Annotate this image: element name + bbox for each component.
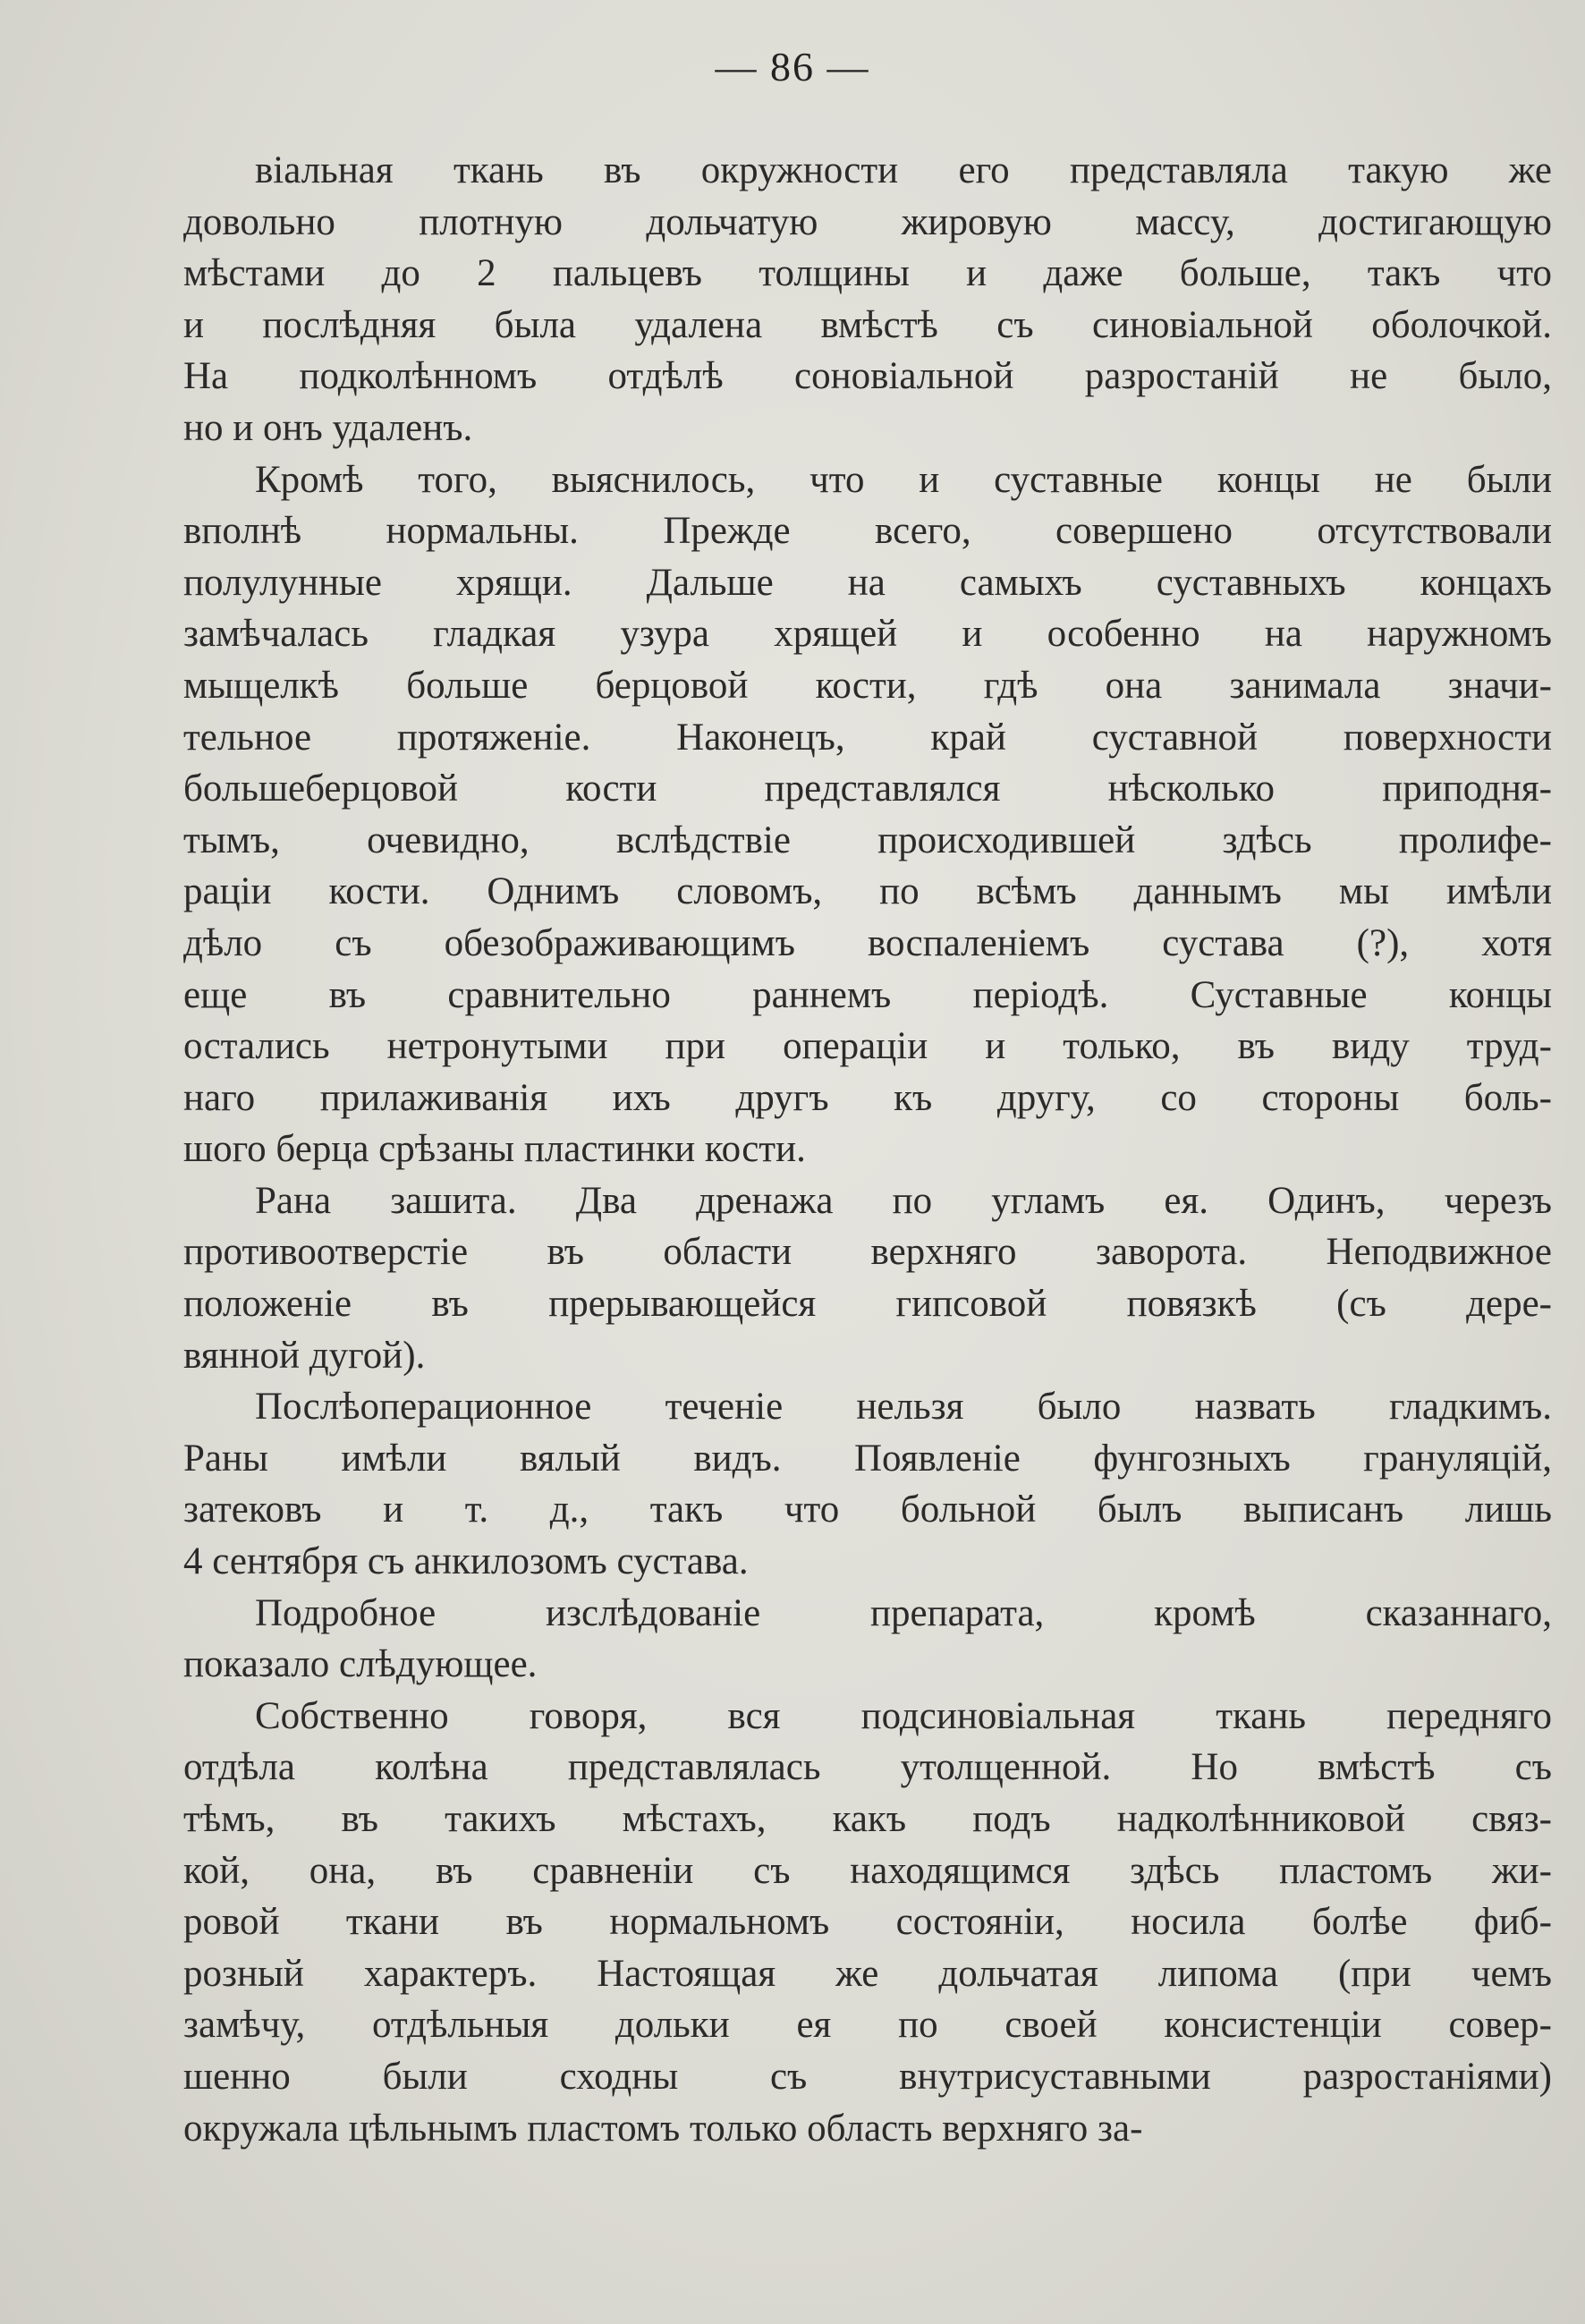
paragraph <box>183 1588 1552 1691</box>
text-line: и послѣдняя была удалена вмѣстѣ съ синовіальной оболочкой. <box>183 303 1552 346</box>
text-line: Кромѣ того, выяснилось, что и суставные концы не были <box>255 458 1552 501</box>
text-line: віальная ткань въ окружности его представляла такую же <box>255 149 1552 191</box>
text-line: еще въ сравнительно раннемъ періодѣ. Суставные концы <box>183 973 1552 1016</box>
text-line: кой, она, въ сравненіи съ находящимся здѣсь пластомъ жи- <box>183 1849 1552 1892</box>
text-line: Подробное изслѣдованіе препарата, кромѣ сказаннаго, <box>255 1591 1552 1634</box>
paragraph <box>183 454 1552 1175</box>
text-line: Раны имѣли вялый видъ. Появленіе фунгозныхъ грануляцій, <box>183 1437 1552 1480</box>
text-line: замѣчалась гладкая узура хрящей и особенно на наружномъ <box>183 613 1552 656</box>
paragraph <box>183 1175 1552 1381</box>
text-line: противоотверстіе въ области верхняго заворота. Неподвижное <box>183 1231 1552 1274</box>
text-line: положеніе въ прерывающейся гипсовой повязкѣ (съ дере- <box>183 1283 1552 1326</box>
text-line: шенно были сходны съ внутрисуставными разростаніями) <box>183 2055 1552 2098</box>
text-line: На подколѣнномъ отдѣлѣ соновіальной разростаній не было, <box>183 355 1552 398</box>
text-line: дѣло съ обезображивающимъ воспаленіемъ сустава (?), хотя <box>183 921 1552 964</box>
text-line: мѣстами до 2 пальцевъ толщины и даже больше, такъ что <box>183 252 1552 295</box>
text-line: остались нетронутыми при операціи и только, въ виду труд- <box>183 1025 1552 1068</box>
text-line: розный характеръ. Настоящая же дольчатая липома (при чемъ <box>183 1952 1552 1995</box>
text-line: тельное протяженіе. Наконецъ, край суставной поверхности <box>183 716 1552 759</box>
text-line: затековъ и т. д., такъ что больной былъ выписанъ лишь <box>183 1489 1552 1531</box>
text-line: большеберцовой кости представлялся нѣсколько приподня- <box>183 768 1552 810</box>
text-line: тѣмъ, въ такихъ мѣстахъ, какъ подъ надколѣнниковой связ- <box>183 1798 1552 1840</box>
body-text <box>183 145 1552 2154</box>
text-line: наго прилаживанія ихъ другъ къ другу, со стороны боль- <box>183 1076 1552 1119</box>
text-line: Послѣоперационное теченіе нельзя было назвать гладкимъ. <box>255 1386 1552 1429</box>
paragraph <box>183 145 1552 454</box>
text-line: шого берца срѣзаны пластинки кости. <box>183 1128 806 1171</box>
text-line: раціи кости. Однимъ словомъ, по всѣмъ даннымъ мы имѣли <box>183 870 1552 913</box>
text-line: Рана зашита. Два дренажа по угламъ ея. Одинъ, черезъ <box>255 1179 1552 1222</box>
text-line: полулунные хрящи. Дальше на самыхъ суставныхъ концахъ <box>183 561 1552 604</box>
paragraph <box>183 1691 1552 2154</box>
text-line: ровой ткани въ нормальномъ состояніи, носила болѣе фиб- <box>183 1901 1552 1944</box>
text-line: окружала цѣльнымъ пластомъ только область верхняго за- <box>183 2107 1143 2150</box>
text-line: но и онъ удаленъ. <box>183 406 473 449</box>
text-line: тымъ, очевидно, вслѣдствіе происходившей здѣсь пролифе- <box>183 818 1552 861</box>
text-line: довольно плотную дольчатую жировую массу, достигающую <box>183 200 1552 243</box>
text-line: замѣчу, отдѣльныя дольки ея по своей консистенціи совер- <box>183 2004 1552 2047</box>
text-line: 4 сентября съ анкилозомъ сустава. <box>183 1540 749 1583</box>
paragraph <box>183 1381 1552 1587</box>
page-number: — 86 — <box>715 44 870 89</box>
text-line: вянной дугой). <box>183 1334 426 1377</box>
text-line: отдѣла колѣна представлялась утолщенной. Но вмѣстѣ съ <box>183 1746 1552 1789</box>
text-line: вполнѣ нормальны. Прежде всего, совершено отсутствовали <box>183 510 1552 553</box>
text-line: мыщелкѣ больше берцовой кости, гдѣ она занимала значи- <box>183 664 1552 707</box>
text-line: показало слѣдующее. <box>183 1643 538 1686</box>
text-line: Собственно говоря, вся подсиновіальная ткань передняго <box>255 1694 1552 1737</box>
